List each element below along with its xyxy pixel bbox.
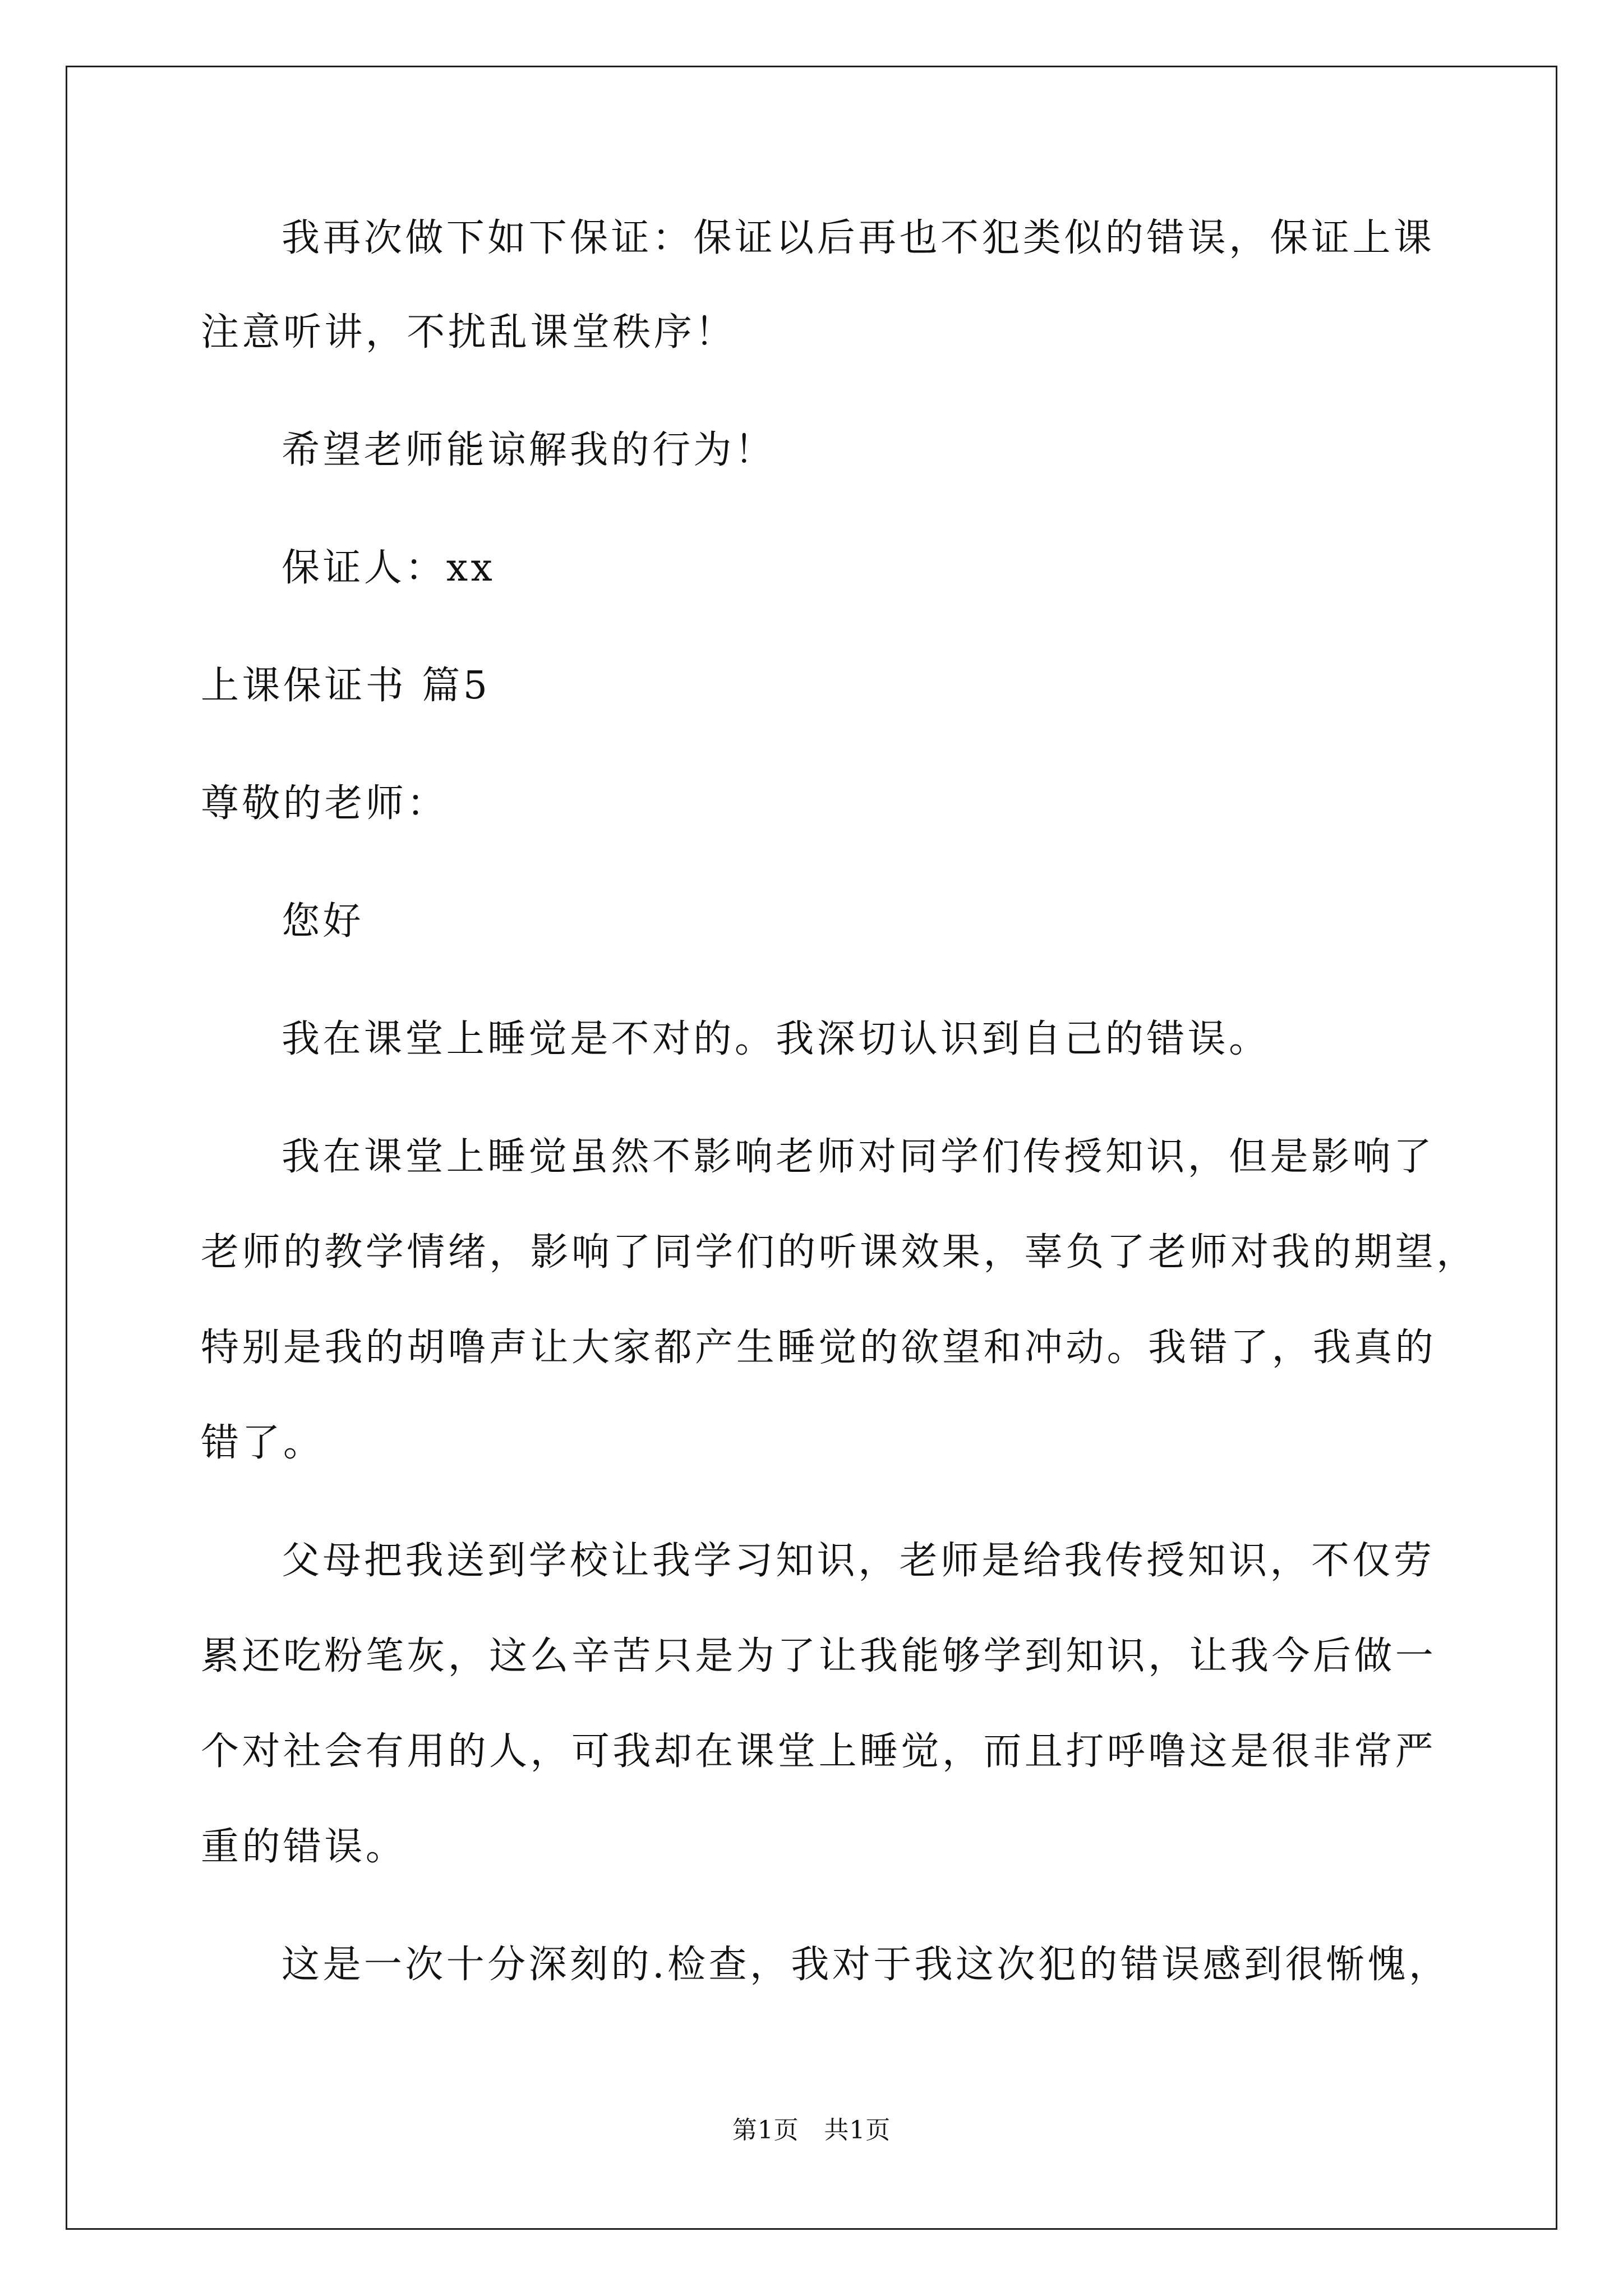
paragraph-line: 父母把我送到学校让我学习知识，老师是给我传授知识，不仅劳 [282, 1539, 1435, 1583]
paragraph-line: 错了。 [201, 1421, 325, 1465]
paragraph-line: 个对社会有用的人，可我却在课堂上睡觉，而且打呼噜这是很非常严 [201, 1729, 1437, 1774]
paragraph-line: 累还吃粉笔灰，这么辛苦只是为了让我能够学到知识，让我今后做一 [201, 1634, 1437, 1678]
paragraph-line: 特别是我的胡噜声让大家都产生睡觉的欲望和冲动。我错了，我真的 [201, 1326, 1437, 1370]
section-heading: 上课保证书 篇5 [201, 664, 491, 708]
paragraph-line: 老师的教学情绪，影响了同学们的听课效果，辜负了老师对我的期望， [201, 1230, 1478, 1274]
paragraph-line: 注意听讲，不扰乱课堂秩序！ [201, 310, 736, 355]
salutation: 尊敬的老师： [201, 781, 448, 826]
paragraph-line: 重的错误。 [201, 1825, 407, 1869]
paragraph-line: 我在课堂上睡觉是不对的。我深切认识到自己的错误。 [282, 1017, 1270, 1061]
signature-line: 保证人：xx [282, 546, 496, 590]
page-footer: 第1页 共1页 [732, 2116, 891, 2145]
paragraph-line: 希望老师能谅解我的行为！ [282, 428, 776, 472]
greeting: 您好 [282, 899, 364, 944]
paragraph-line: 这是一次十分深刻的.检查，我对于我这次犯的错误感到很惭愧， [282, 1943, 1450, 1987]
paragraph-line: 我再次做下如下保证：保证以后再也不犯类似的错误，保证上课 [282, 216, 1435, 260]
paragraph-line: 我在课堂上睡觉虽然不影响老师对同学们传授知识，但是影响了 [282, 1135, 1435, 1179]
